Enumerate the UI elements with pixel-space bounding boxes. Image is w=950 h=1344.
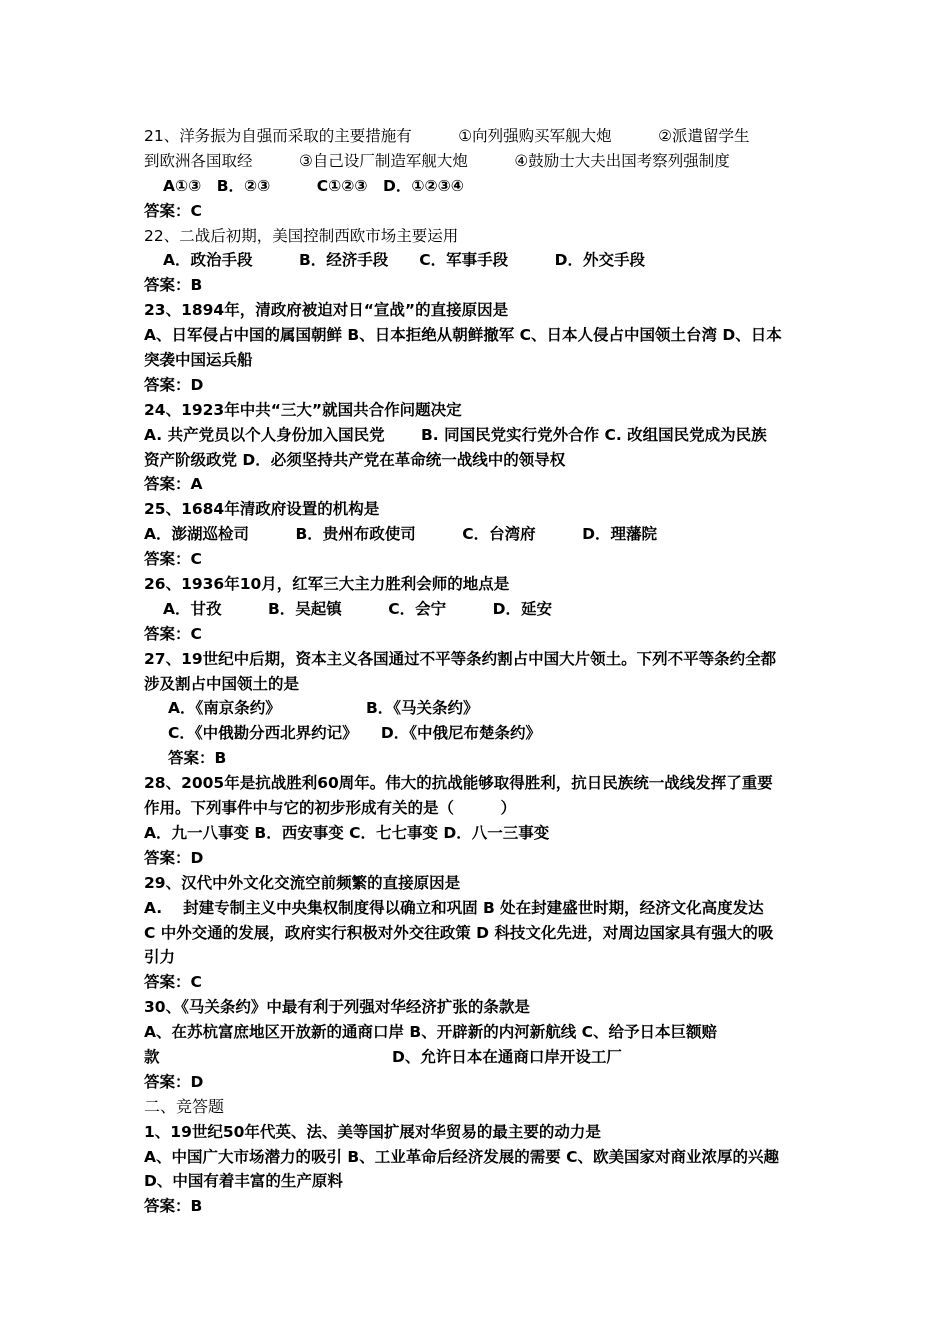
q29-answer: 答案：C	[144, 973, 202, 992]
s2-q1-options-2: D、中国有着丰富的生产原料	[144, 1172, 343, 1191]
q23-stem: 23、1894年，清政府被迫对日“宣战”的直接原因是	[144, 301, 509, 320]
q28-stem-2: 作用。下列事件中与它的初步形成有关的是（ ）	[144, 799, 517, 818]
q26-options: A．甘孜 B．吴起镇 C．会宁 D．延安	[163, 599, 553, 618]
q25-stem: 25、1684年清政府设置的机构是	[144, 500, 380, 519]
q30-options-2: 款 D、允许日本在通商口岸开设工厂	[144, 1047, 622, 1066]
q25-options: A．澎湖巡检司 B．贵州布政使司 C．台湾府 D．理藩院	[144, 525, 658, 544]
q22-options: A．政治手段 B．经济手段 C．军事手段 D．外交手段	[163, 251, 646, 270]
q30-options-1: A、在苏杭富庶地区开放新的通商口岸 B、开辟新的内河新航线 C、给予日本巨额赔	[144, 1023, 717, 1042]
q24-options-1: A. 共产党员以个人身份加入国民党 B. 同国民党实行党外合作 C. 改组国民党成为民族	[144, 425, 767, 444]
q27-stem-1: 27、19世纪中后期，资本主义各国通过不平等条约割占中国大片领土。下列不平等条约全都	[144, 649, 777, 668]
s2-q1-stem: 1、19世纪50年代英、法、美等国扩展对华贸易的最主要的动力是	[144, 1122, 601, 1141]
q26-stem: 26、1936年10月，红军三大主力胜利会师的地点是	[144, 575, 510, 594]
q30-answer: 答案：D	[144, 1072, 204, 1091]
q25-answer: 答案：C	[144, 550, 202, 569]
q29-options-2: C 中外交通的发展，政府实行积极对外交往政策 D 科技文化先进，对周边国家具有强大的吸	[144, 923, 774, 942]
q24-options-2: 资产阶级政党 D．必须坚持共产党在革命统一战线中的领导权	[144, 450, 566, 469]
q28-stem-1: 28、2005年是抗战胜利60周年。伟大的抗战能够取得胜利，抗日民族统一战线发挥了重要	[144, 774, 773, 793]
q21-line-2: 到欧洲各国取经 ③自己设厂制造军舰大炮 ④鼓励士大夫出国考察列强制度	[144, 151, 730, 170]
q27-stem-2: 涉及割占中国领土的是	[144, 674, 300, 693]
q22-stem: 22、二战后初期，美国控制西欧市场主要运用	[144, 226, 459, 245]
q29-stem: 29、汉代中外文化交流空前频繁的直接原因是	[144, 873, 461, 892]
q26-answer: 答案：C	[144, 624, 202, 643]
q28-options: A．九一八事变 B．西安事变 C．七七事变 D．八一三事变	[144, 823, 550, 842]
q23-answer: 答案：D	[144, 375, 204, 394]
q27-options-1: A．《南京条约》 B．《马关条约》	[168, 699, 479, 718]
document-page	[144, 124, 810, 1219]
q24-answer: 答案：A	[144, 475, 203, 494]
q23-options-1: A、日军侵占中国的属国朝鲜 B、日本拒绝从朝鲜撤军 C、日本人侵占中国领土台湾 D、日本	[144, 326, 782, 345]
q27-answer: 答案：B	[168, 749, 227, 768]
q21-answer: 答案：C	[144, 201, 202, 220]
q23-options-2: 突袭中国运兵船	[144, 351, 253, 370]
q21-options: A①③ B．②③ C①②③ D．①②③④	[163, 176, 464, 195]
s2-q1-answer: 答案：B	[144, 1197, 203, 1216]
q28-answer: 答案：D	[144, 848, 204, 867]
q21-line-1: 21、洋务振为自强而采取的主要措施有 ①向列强购买军舰大炮 ②派遣留学生	[144, 127, 750, 145]
q30-stem: 30、《马关条约》中最有利于列强对华经济扩张的条款是	[144, 998, 530, 1017]
q27-options-2: C．《中俄勘分西北界约记》 D．《中俄尼布楚条约》	[168, 724, 541, 743]
section-heading: 二、竞答题	[144, 1096, 225, 1116]
q29-options-1: A. 封建专制主义中央集权制度得以确立和巩固 B 处在封建盛世时期，经济文化高度发达	[144, 898, 764, 917]
s2-q1-options-1: A、中国广大市场潜力的吸引 B、工业革命后经济发展的需要 C、欧美国家对商业浓厚的兴趣	[144, 1147, 779, 1166]
q29-options-3: 引力	[144, 948, 176, 967]
q24-stem: 24、1923年中共“三大”就国共合作问题决定	[144, 400, 462, 419]
q22-answer: 答案：B	[144, 276, 203, 295]
